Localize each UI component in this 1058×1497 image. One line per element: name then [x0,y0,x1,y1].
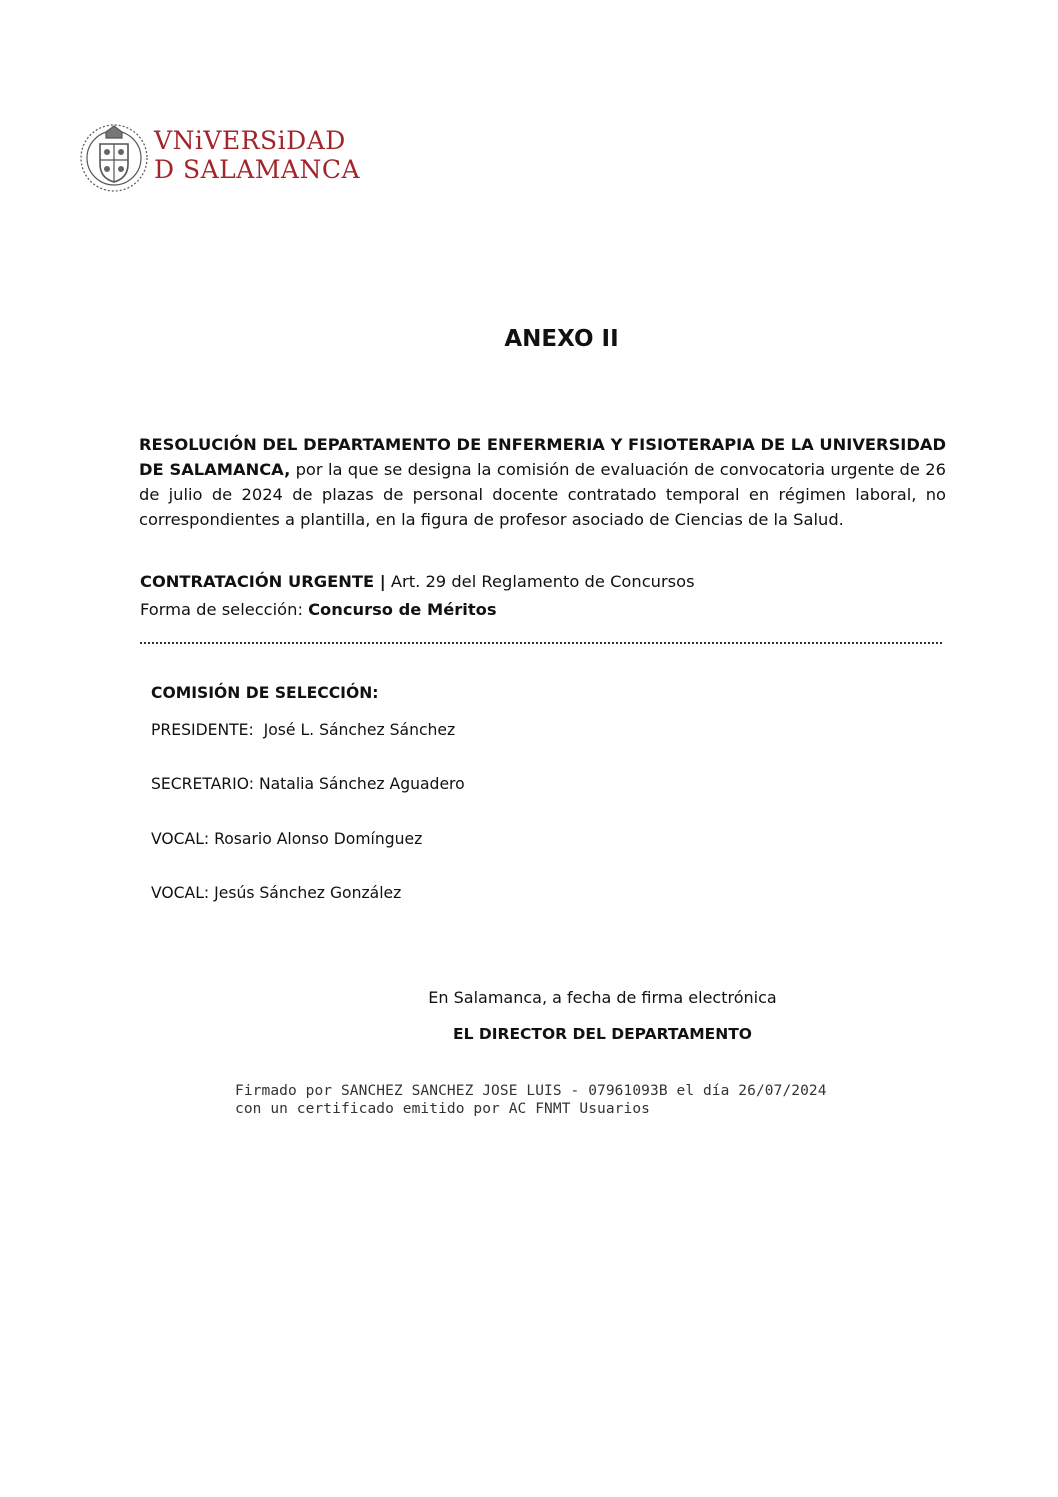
university-name-line2: D SALAMANCA [154,155,361,184]
member-name: Rosario Alonso Domínguez [209,830,423,848]
electronic-signature-line2: con un certificado emitido por AC FNMT Usuarios [235,1101,650,1117]
contract-type-line [140,572,695,591]
commission-heading: COMISIÓN DE SELECCIÓN: [151,684,379,702]
commission-member-president [151,721,455,739]
selection-method-label: Forma de selección: [140,600,309,619]
member-role: PRESIDENTE: [151,721,254,739]
selection-method-value: Concurso de Méritos [308,600,497,619]
place-date-line: En Salamanca, a fecha de firma electrónica [428,988,777,1007]
commission-member-vocal-1 [151,830,422,848]
contract-type-text: Art. 29 del Reglamento de Concursos [385,572,695,591]
commission-member-secretary [151,775,465,793]
member-role: VOCAL: [151,884,210,902]
contract-type-label: CONTRATACIÓN URGENTE | [140,572,386,591]
resolution-body: por la que se designa la comisión de evaluación de convocatoria urgente de 26 de julio de 2024 de plazas de personal docente contratado temporal en régimen laboral, no correspondientes a plantilla, en la figura de profesor asociado de Ciencias de la Salud. [139,460,946,529]
university-seal-icon [78,120,150,196]
member-role: SECRETARIO: [151,775,254,793]
member-name: Natalia Sánchez Aguadero [254,775,465,793]
member-name: José L. Sánchez Sánchez [253,721,456,739]
member-name: Jesús Sánchez González [209,884,402,902]
commission-member-vocal-2 [151,884,401,902]
dotted-divider [140,628,942,644]
document-title: ANEXO II [504,326,619,352]
signer-title: EL DIRECTOR DEL DEPARTAMENTO [453,1025,752,1043]
member-role: VOCAL: [151,830,210,848]
resolution-paragraph [139,432,946,532]
university-name-line1: VNiVERSiDAD [154,126,346,155]
resolution-lead: RESOLUCIÓN DEL DEPARTAMENTO DE ENFERMERIA Y FISIOTERAPIA DE LA UNIVERSIDAD DE SALAMANCA, [139,435,946,479]
university-logo [78,120,361,196]
electronic-signature-line1: Firmado por SANCHEZ SANCHEZ JOSE LUIS - 07961093B el día 26/07/2024 [235,1083,827,1099]
selection-method-line [140,600,497,619]
university-name [154,126,360,184]
